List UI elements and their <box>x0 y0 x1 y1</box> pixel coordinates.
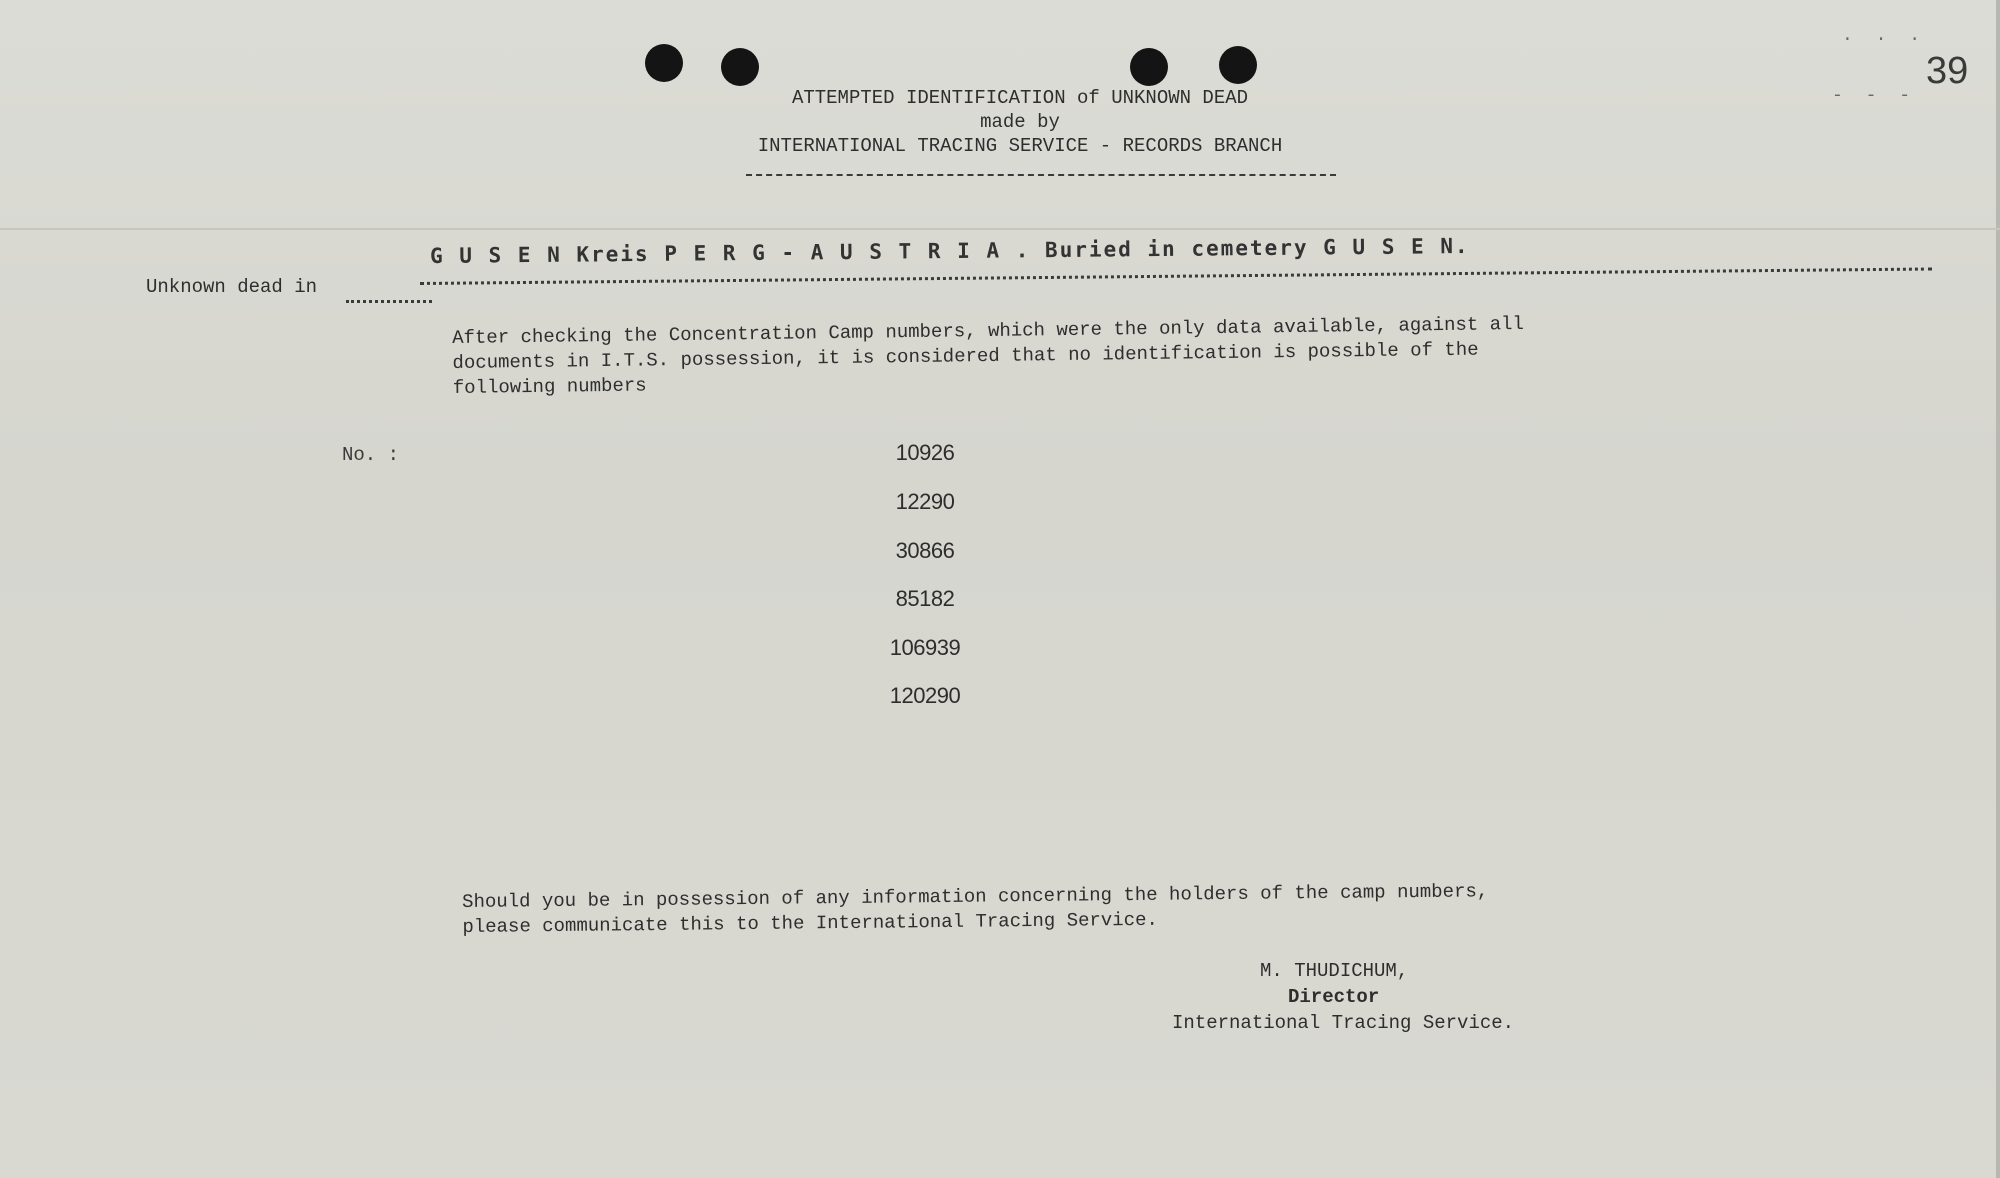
camp-number: 30866 <box>895 538 955 563</box>
punch-hole-2 <box>721 48 759 86</box>
title-underline <box>746 174 1336 176</box>
sheet-number: 39 <box>1926 50 1969 92</box>
paragraph-line-1: After checking the Concentration Camp numbers, which were the only data available, against all <box>452 312 1524 349</box>
title-line-3: INTERNATIONAL TRACING SERVICE - RECORDS BRANCH <box>757 135 1283 157</box>
title-line-2: made by <box>980 111 1060 133</box>
document-title <box>0 86 2000 158</box>
camp-number: 10926 <box>895 440 955 465</box>
signatory-name: M. THUDICHUM, <box>1260 960 1409 982</box>
place-of-death: G U S E N Kreis P E R G - A U S T R I A . Buried in cemetery G U S E N. <box>429 234 1470 268</box>
explanation-paragraph <box>452 310 1713 401</box>
corner-marks: . . . <box>1842 26 1927 46</box>
signatory-title: Director <box>1288 986 1380 1008</box>
closing-line-2: please communicate this to the International Tracing Service. <box>462 908 1158 938</box>
paragraph-line-2: documents in I.T.S. possession, it is considered that no identification is possible of the <box>452 338 1479 374</box>
signature-block <box>1172 958 1572 1036</box>
corner-dashes: - - - <box>1832 86 1917 106</box>
punch-hole-1 <box>645 44 683 82</box>
closing-line-1: Should you be in possession of any information concerning the holders of the camp numbers, <box>462 880 1489 913</box>
closing-paragraph <box>462 877 1722 940</box>
unknown-dead-label: Unknown dead in <box>146 276 318 298</box>
camp-number: 120290 <box>889 683 961 708</box>
paragraph-line-3: following numbers <box>452 374 647 399</box>
numbers-label: No. : <box>342 444 400 466</box>
camp-number: 12290 <box>895 489 955 514</box>
camp-number: 85182 <box>895 586 955 611</box>
punch-hole-3 <box>1130 48 1168 86</box>
punch-hole-4 <box>1219 46 1257 84</box>
signatory-organization: International Tracing Service. <box>1172 1012 1515 1034</box>
title-line-1: ATTEMPTED IDENTIFICATION of UNKNOWN DEAD <box>791 87 1249 109</box>
camp-number: 106939 <box>889 635 961 660</box>
